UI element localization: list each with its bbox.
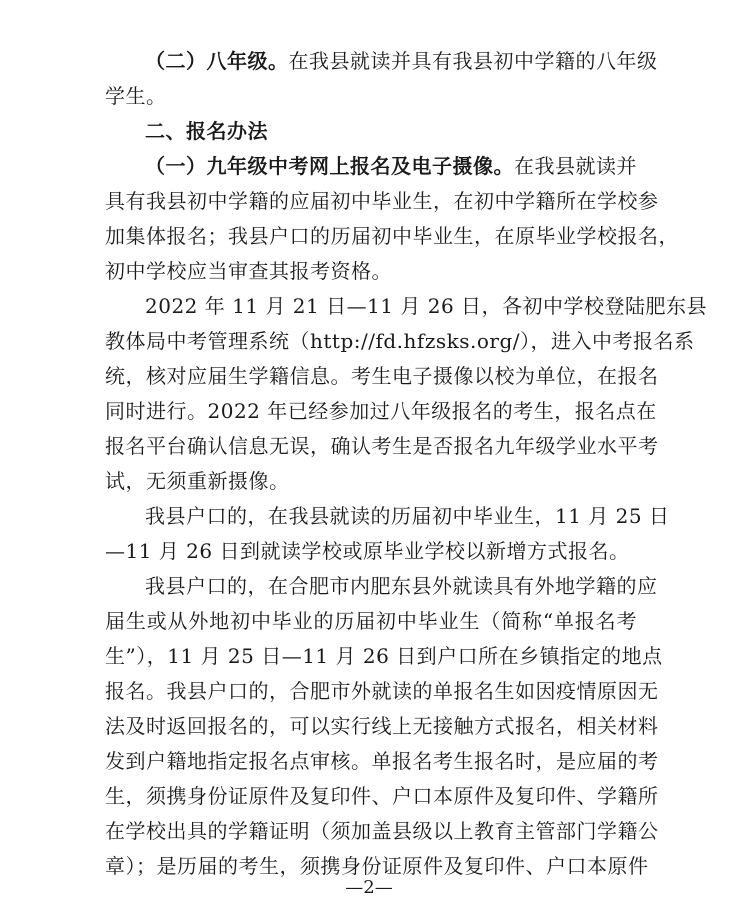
- line-text: 生，须携身份证原件及复印件、户口本原件及复印件、学籍所: [105, 784, 659, 808]
- paragraph-line: [105, 779, 659, 813]
- paragraph-line: [105, 44, 658, 78]
- page-number: —2—: [345, 877, 393, 898]
- paragraph-line: [105, 744, 659, 778]
- section-heading: （二）八年级。: [145, 49, 289, 73]
- paragraph-line: [105, 499, 670, 533]
- line-text: 2022 年 11 月 21 日—11 月 26 日，各初中学校登陆肥东县: [145, 294, 708, 318]
- paragraph-line: [105, 569, 658, 603]
- line-text: 同时进行。2022 年已经参加过八年级报名的考生，报名点在: [105, 399, 657, 423]
- line-text: —11 月 26 日到就读学校或原毕业学校以新增方式报名。: [105, 539, 630, 563]
- line-text: 加集体报名；我县户口的历届初中毕业生，在原毕业学校报名，: [105, 224, 679, 248]
- line-text: 在我县就读并具有我县初中学籍的八年级: [288, 49, 658, 73]
- section-heading: 二、报名办法: [145, 119, 268, 143]
- line-text: 我县户口的，在合肥市内肥东县外就读具有外地学籍的应: [145, 574, 658, 598]
- paragraph-line: [105, 674, 659, 708]
- paragraph-line: [105, 394, 657, 428]
- paragraph-line: [105, 324, 695, 358]
- line-text: 在学校出具的学籍证明（须加盖县级以上教育主管部门学籍公: [105, 819, 659, 843]
- line-text: 在我县就读并: [514, 154, 637, 178]
- section-heading: （一）九年级中考网上报名及电子摄像。: [145, 154, 514, 178]
- paragraph-line: [105, 814, 659, 848]
- paragraph-line: [105, 429, 659, 463]
- line-text: 届生或从外地初中毕业的历届初中毕业生（简称“单报名考: [105, 609, 637, 633]
- paragraph-line: [105, 464, 637, 498]
- paragraph-line: [105, 79, 637, 113]
- paragraph-line: [105, 184, 659, 218]
- paragraph-line: [105, 149, 637, 183]
- line-text: 试，无须重新摄像。: [105, 469, 290, 493]
- line-text: 法及时返回报名的，可以实行线上无接触方式报名，相关材料: [105, 714, 659, 738]
- paragraph-line: [105, 114, 637, 148]
- paragraph-line: [105, 604, 637, 638]
- line-text: 教体局中考管理系统（http://fd.hfzsks.org/），进入中考报名系: [105, 329, 695, 353]
- paragraph-line: [105, 254, 637, 288]
- line-text: 报名平台确认信息无误，确认考生是否报名九年级学业水平考: [105, 434, 659, 458]
- line-text: 章）；是历届的考生，须携身份证原件及复印件、户口本原件: [105, 854, 649, 878]
- line-text: 统，核对应届生学籍信息。考生电子摄像以校为单位，在报名: [105, 364, 659, 388]
- line-text: 发到户籍地指定报名点审核。单报名考生报名时，是应届的考: [105, 749, 659, 773]
- line-text: 学生。: [105, 84, 167, 108]
- paragraph-line: [105, 709, 659, 743]
- paragraph-line: [105, 534, 637, 568]
- line-text: 我县户口的，在我县就读的历届初中毕业生，11 月 25 日: [145, 504, 670, 528]
- line-text: 报名。我县户口的，合肥市外就读的单报名生如因疫情原因无: [105, 679, 659, 703]
- paragraph-line: [105, 289, 708, 323]
- line-text: 具有我县初中学籍的应届初中毕业生，在初中学籍所在学校参: [105, 189, 659, 213]
- paragraph-line: [105, 359, 659, 393]
- line-text: 生”），11 月 25 日—11 月 26 日到户口所在乡镇指定的地点: [105, 644, 663, 668]
- paragraph-line: [105, 219, 679, 253]
- paragraph-line: [105, 639, 663, 673]
- line-text: 初中学校应当审查其报考资格。: [105, 259, 392, 283]
